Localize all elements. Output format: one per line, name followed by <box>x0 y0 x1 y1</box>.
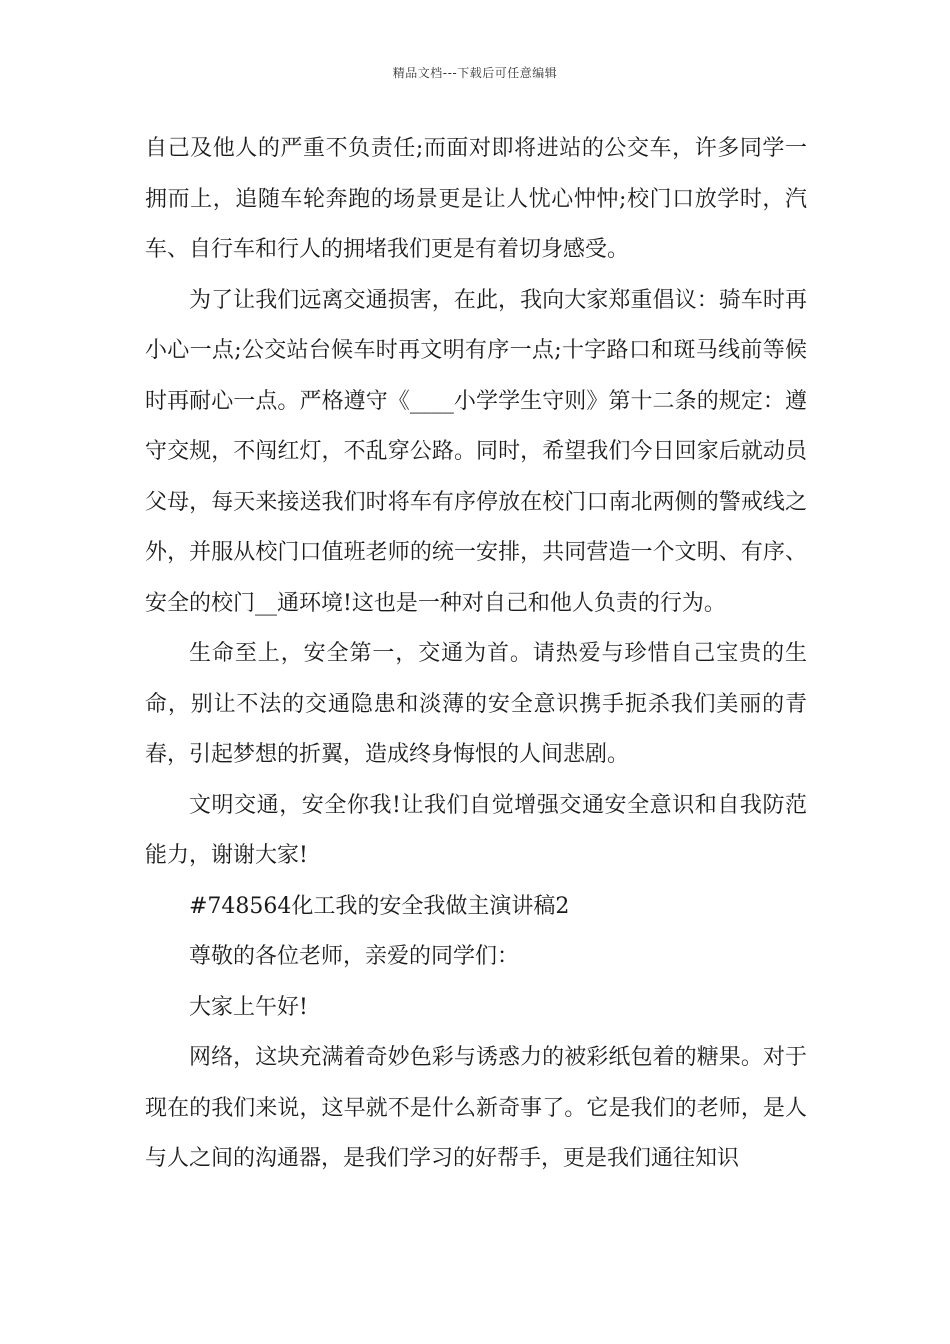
greeting: 大家上午好! <box>189 994 308 1020</box>
document-body <box>145 124 807 1185</box>
salutation: 尊敬的各位老师，亲爱的同学们： <box>189 944 520 969</box>
paragraph-5: 网络，这块充满着奇妙色彩与诱惑力的被彩纸包着的糖果。对于现在的我们来说，这早就不是什么新奇事了。它是我们的老师，是人与人之间的沟通器，是我们学习的好帮手，更是我们通往知识 <box>145 1045 807 1171</box>
paragraph-2: 为了让我们远离交通损害，在此，我向大家郑重倡议：骑车时再小心一点;公交站台候车时再文明有序一点;十字路口和斑马线前等候时再耐心一点。严格遵守《____小学学生守则》第十二条的规定：遵守交规，不闯红灯，不乱穿公路。同时，希望我们今日回家后就动员父母，每天来接送我们时将车有序停放在校门口南北两侧的警戒线之外，并服从校门口值班老师的统一安排，共同营造一个文明、有序、安全的校门__通环境!这也是一种对自己和他人负责的行为。 <box>145 287 807 616</box>
paragraph-4: 文明交通，安全你我!让我们自觉增强交通安全意识和自我防范能力，谢谢大家! <box>145 792 807 868</box>
page-header: 精品文档---下载后可任意编辑 <box>392 66 558 80</box>
paragraph-1: 自己及他人的严重不负责任;而面对即将进站的公交车，许多同学一拥而上，追随车轮奔跑的场景更是让人忧心忡忡;校门口放学时，汽车、自行车和行人的拥堵我们更是有着切身感受。 <box>145 136 807 262</box>
paragraph-3: 生命至上，安全第一，交通为首。请热爱与珍惜自己宝贵的生命，别让不法的交通隐患和淡薄的安全意识携手扼杀我们美丽的青春，引起梦想的折翼，造成终身悔恨的人间悲剧。 <box>145 641 807 767</box>
section-heading: #748564化工我的安全我做主演讲稿2 <box>189 893 570 919</box>
